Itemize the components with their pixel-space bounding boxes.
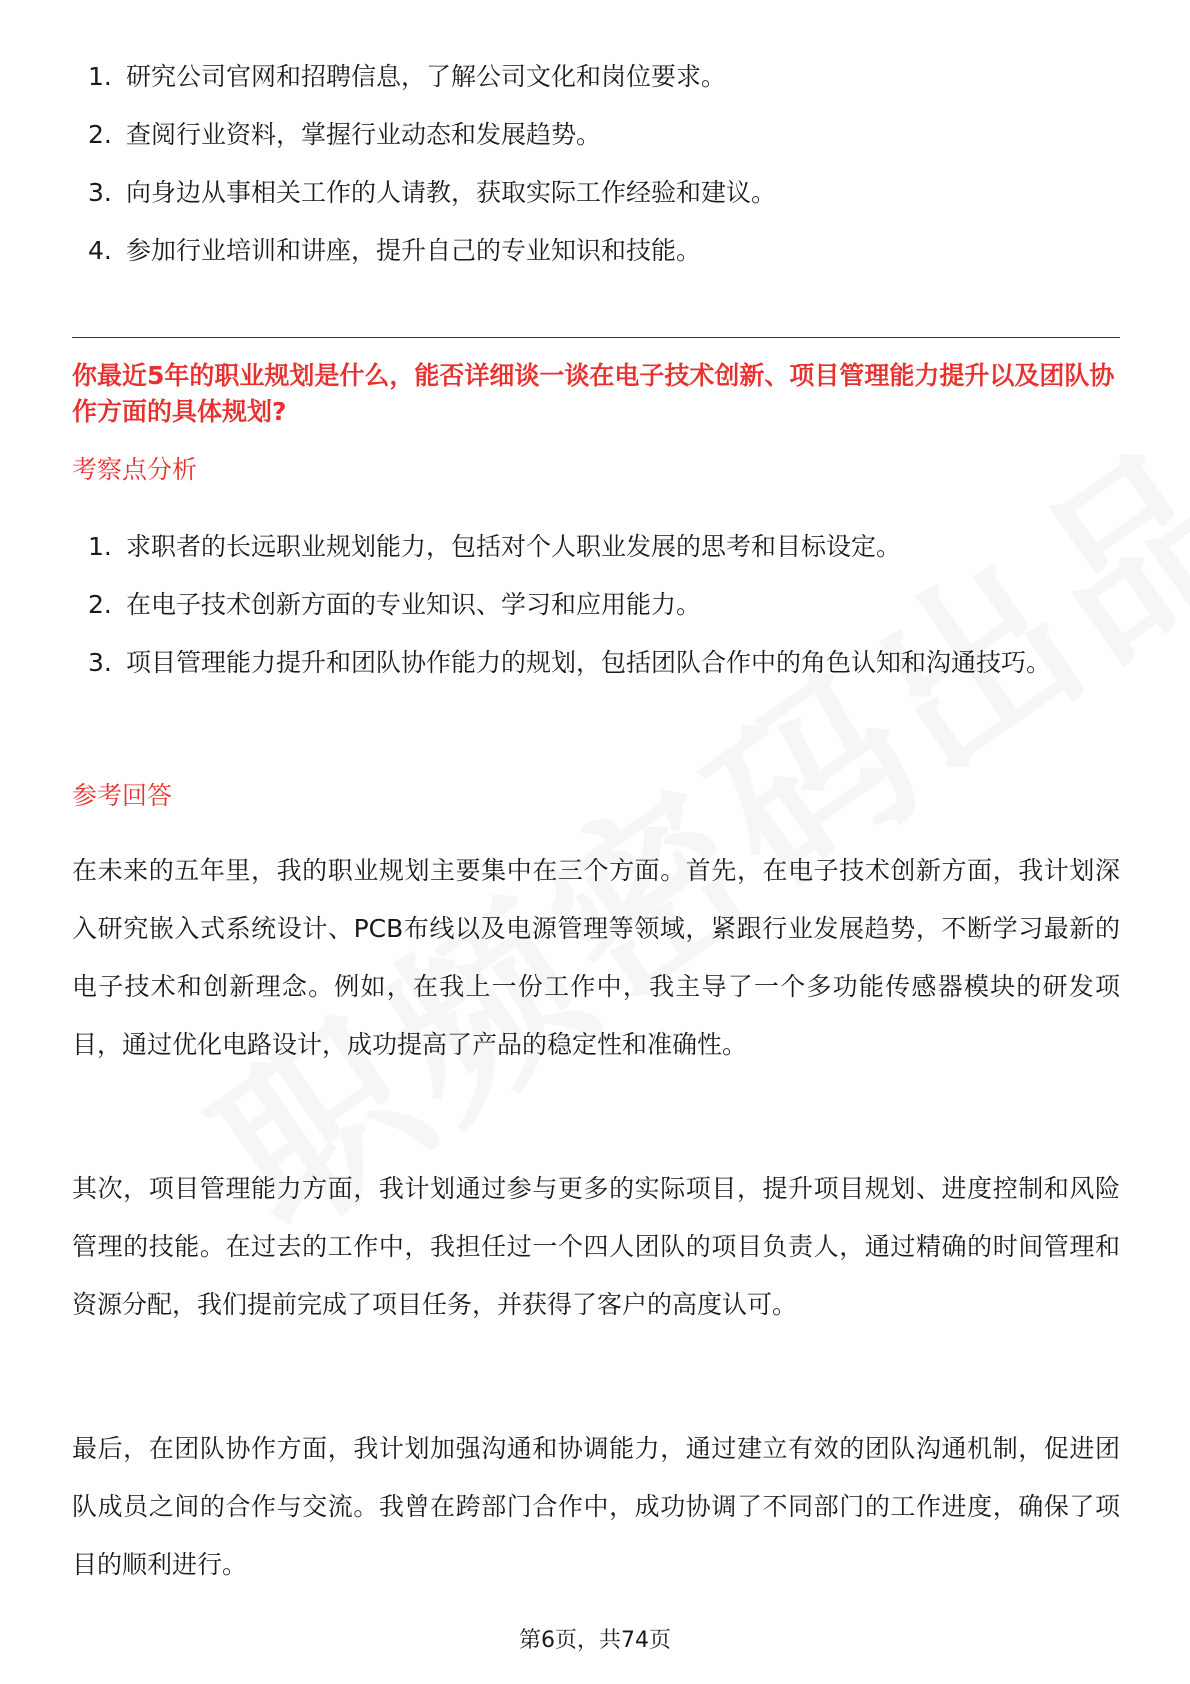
page-number-footer: 第6页，共74页 bbox=[519, 1628, 671, 1653]
list-item: 3. 向身边从事相关工作的人请教，获取实际工作经验和建议。 bbox=[88, 178, 777, 207]
analysis-list bbox=[72, 518, 1118, 692]
top-list bbox=[72, 48, 1118, 280]
list-item: 2. 在电子技术创新方面的专业知识、学习和应用能力。 bbox=[88, 590, 702, 619]
list-item: 4. 参加行业培训和讲座，提升自己的专业知识和技能。 bbox=[88, 236, 702, 265]
list-item: 3. 项目管理能力提升和团队协作能力的规划，包括团队合作中的角色认知和沟通技巧。 bbox=[88, 648, 1052, 677]
answer-paragraph: 最后，在团队协作方面，我计划加强沟通和协调能力，通过建立有效的团队沟通机制，促进团队成员之间的合作与交流。我曾在跨部门合作中，成功协调了不同部门的工作进度，确保了项目的顺利进行。 bbox=[72, 1434, 1120, 1579]
list-item: 1. 求职者的长远职业规划能力，包括对个人职业发展的思考和目标设定。 bbox=[88, 532, 902, 561]
answer-paragraph: 在未来的五年里，我的职业规划主要集中在三个方面。首先，在电子技术创新方面，我计划深入研究嵌入式系统设计、PCB布线以及电源管理等领域，紧跟行业发展趋势，不断学习最新的电子技术和创新理念。例如，在我上一份工作中，我主导了一个多功能传感器模块的研发项目，通过优化电路设计，成功提高了产品的稳定性和准确性。 bbox=[72, 856, 1120, 1059]
section-divider bbox=[72, 337, 1120, 338]
analysis-heading: 考察点分析 bbox=[72, 455, 198, 484]
answer-paragraph: 其次，项目管理能力方面，我计划通过参与更多的实际项目，提升项目规划、进度控制和风险管理的技能。在过去的工作中，我担任过一个四人团队的项目负责人，通过精确的时间管理和资源分配，我们提前完成了项目任务，并获得了客户的高度认可。 bbox=[72, 1174, 1120, 1319]
answer-heading: 参考回答 bbox=[72, 781, 173, 810]
list-item: 1. 研究公司官网和招聘信息，了解公司文化和岗位要求。 bbox=[88, 62, 727, 91]
question-title: 你最近5年的职业规划是什么，能否详细谈一谈在电子技术创新、项目管理能力提升以及团队协作方面的具体规划? bbox=[72, 361, 1115, 426]
list-item: 2. 查阅行业资料，掌握行业动态和发展趋势。 bbox=[88, 120, 602, 149]
